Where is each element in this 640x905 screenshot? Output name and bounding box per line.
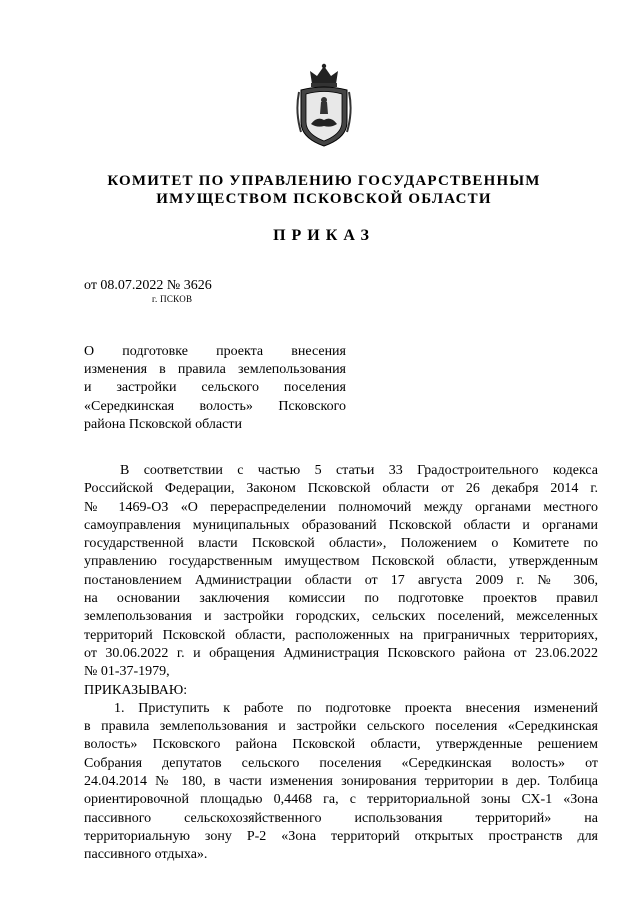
body-line: управлению государственным имуществом Псковской области, утвержденным (84, 554, 598, 570)
body-line: постановлением Администрации области от 17 августа 2009 г. № 306, (84, 572, 598, 588)
org-line-1: КОМИТЕТ ПО УПРАВЛЕНИЮ ГОСУДАРСТВЕННЫМ (107, 173, 541, 189)
order-word: ПРИКАЗЫВАЮ: (84, 682, 188, 698)
org-line-2: ИМУЩЕСТВОМ ПСКОВСКОЙ ОБЛАСТИ (156, 191, 492, 207)
city: г. ПСКОВ (152, 294, 193, 304)
subject-block (84, 343, 346, 434)
body-line: Собрания депутатов сельского поселения «Середкинская волость» от (84, 755, 598, 771)
body-line: В соответствии с частью 5 статьи 33 Градостроительного кодекса (120, 463, 598, 478)
body-line: Российской Федерации, Законом Псковской области от 26 декабря 2014 г. (84, 481, 598, 497)
coat-of-arms-icon (293, 62, 355, 150)
body-line: № 01-37-1979, (84, 664, 170, 680)
document-type: ПРИКАЗ (273, 227, 375, 244)
body-line: землепользования и застройки городских, сельских поселений, межселенных (84, 609, 598, 625)
date-number: от 08.07.2022 № 3626 (84, 278, 212, 293)
subject-line: и застройки сельского поселения (84, 380, 346, 396)
body-line: самоуправления муниципальных образований Псковской области и органами (84, 517, 598, 533)
subject-line: «Середкинская волость» Псковского (84, 398, 346, 414)
body-line: территориальную зону Р-2 «Зона территорий открытых пространств для (84, 828, 598, 844)
subject-line: О подготовке проекта внесения (84, 344, 346, 359)
body-line: от 30.06.2022 г. и обращения Администрация Псковского района от 23.06.2022 (84, 645, 598, 661)
body-line: территорий Псковской области, расположенных на приграничных территориях, (84, 627, 598, 643)
body-line: волость» Псковского района Псковской области, утвержденные решением (84, 737, 598, 753)
subject-line: района Псковской области (84, 416, 242, 432)
body-line: 1. Приступить к работе по подготовке проекта внесения изменений (114, 700, 598, 716)
body-line: ориентировочной площадью 0,4468 га, с территориальной зоны СХ-1 «Зона (84, 792, 598, 808)
organization-name (60, 172, 588, 208)
body-line: на основании заключения комиссии по подготовке проектов правил (84, 591, 598, 607)
document-body (84, 462, 598, 865)
body-line: пассивного отдыха». (84, 847, 208, 863)
subject-line: изменения в правила землепользования (84, 362, 346, 378)
body-line: в правила землепользования и застройки сельского поселения «Середкинская (84, 719, 598, 735)
body-line: пассивного сельскохозяйственного использования территорий» на (84, 810, 598, 826)
body-line: государственной власти Псковской области», Положением о Комитете по (84, 536, 598, 552)
body-line: 24.04.2014 № 180, в части изменения зонирования территории в дер. Толбица (84, 774, 598, 790)
body-line: № 1469-ОЗ «О перераспределении полномочий между органами местного (84, 499, 598, 515)
